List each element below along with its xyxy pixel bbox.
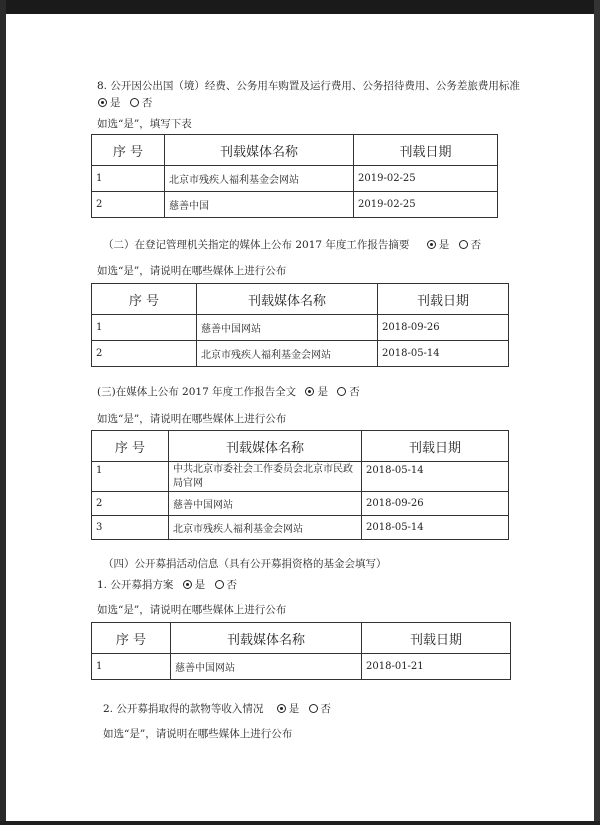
cell-media: 慈善中国 [165,192,354,218]
scan-edge-bottom [0,821,600,825]
cell-media: 中共北京市委社会工作委员会北京市民政局官网 [169,462,362,492]
header-media: 刊载媒体名称 [169,431,362,462]
table-header-row [92,623,511,654]
header-media: 刊载媒体名称 [165,135,354,166]
scan-edge-left [0,0,6,825]
section-d-instruction: 如选“是”，请说明在哪些媒体上进行公布 [97,604,287,616]
section-d-q2-text: 2. 公开募捐取得的款物等收入情况 [103,703,264,715]
cell-seq: 2 [92,341,197,367]
header-date: 刊载日期 [362,623,511,654]
table-row [92,315,509,341]
section-c-question-text: (三)在媒体上公布 2017 年度工作报告全文 [97,386,297,398]
radio-yes-selected[interactable] [183,580,192,589]
cell-media: 慈善中国网站 [169,492,362,516]
table-header-row [92,135,498,166]
option-no-label: 否 [320,703,332,715]
cell-date: 2018-05-14 [378,341,509,367]
option-no-label: 否 [226,579,238,591]
radio-no[interactable] [309,704,318,713]
section-b-instruction: 如选“是”，请说明在哪些媒体上进行公布 [97,265,287,277]
option-no-label: 否 [470,239,482,251]
cell-date: 2019-02-25 [354,192,498,218]
table-row [92,492,509,516]
cell-seq: 2 [92,492,169,516]
section8-instruction: 如选“是”，填写下表 [97,118,192,130]
section-c-question [97,385,360,399]
header-date: 刊载日期 [354,135,498,166]
table-row [92,654,511,680]
header-seq: 序 号 [92,284,197,315]
section-b-question-text: （二）在登记管理机关指定的媒体上公布 2017 年度工作报告摘要 [103,239,410,251]
cell-date: 2018-01-21 [362,654,511,680]
radio-yes-selected[interactable] [305,387,314,396]
cell-seq: 3 [92,516,169,540]
cell-seq: 1 [92,166,165,192]
cell-date: 2018-05-14 [362,462,509,492]
cell-date: 2019-02-25 [354,166,498,192]
table-row [92,516,509,540]
header-media: 刊载媒体名称 [197,284,378,315]
section-d-table [91,622,511,680]
cell-seq: 1 [92,315,197,341]
radio-no[interactable] [130,98,139,107]
cell-date: 2018-09-26 [378,315,509,341]
section-d-instruction2: 如选“是”，请说明在哪些媒体上进行公布 [103,728,293,740]
option-yes-label: 是 [288,703,300,715]
table-row [92,462,509,492]
cell-media: 慈善中国网站 [197,315,378,341]
section8-options [92,96,152,110]
cell-media: 北京市残疾人福利基金会网站 [165,166,354,192]
radio-yes-selected[interactable] [98,98,107,107]
option-no-label: 否 [349,386,360,398]
option-yes-label: 是 [110,97,121,109]
header-date: 刊载日期 [378,284,509,315]
header-date: 刊载日期 [362,431,509,462]
radio-no[interactable] [215,580,224,589]
header-seq: 序 号 [92,623,171,654]
scan-edge-top [0,0,600,14]
radio-yes-selected[interactable] [427,240,436,249]
cell-date: 2018-05-14 [362,516,509,540]
scan-edge-right [594,0,600,825]
table-header-row [92,284,509,315]
radio-no[interactable] [337,387,346,396]
cell-seq: 2 [92,192,165,218]
header-seq: 序 号 [92,135,165,166]
section-d-q1 [97,578,237,592]
option-yes-label: 是 [194,579,206,591]
radio-no[interactable] [459,240,468,249]
cell-seq: 1 [92,462,169,492]
section-c-instruction: 如选“是”，请说明在哪些媒体上进行公布 [97,413,287,425]
table-row [92,341,509,367]
section-b-question [103,238,481,252]
section-b-table [91,283,509,367]
section-d-q1-text: 1. 公开募捐方案 [97,579,174,591]
cell-media: 北京市残疾人福利基金会网站 [169,516,362,540]
section-c-table [91,430,509,540]
table-row [92,166,498,192]
option-yes-label: 是 [438,239,450,251]
section8-question: 8. 公开因公出国（境）经费、公务用车购置及运行费用、公务招待费用、公务差旅费用标准 [97,80,520,92]
section-d-heading: （四）公开募捐活动信息（具有公开募捐资格的基金会填写） [103,558,387,570]
cell-seq: 1 [92,654,171,680]
section-d-q2 [103,702,331,716]
cell-date: 2018-09-26 [362,492,509,516]
header-seq: 序 号 [92,431,169,462]
section8-table [91,134,498,218]
radio-yes-selected[interactable] [277,704,286,713]
table-header-row [92,431,509,462]
header-media: 刊载媒体名称 [171,623,362,654]
table-row [92,192,498,218]
cell-media: 北京市残疾人福利基金会网站 [197,341,378,367]
option-yes-label: 是 [317,386,328,398]
option-no-label: 否 [141,97,153,109]
cell-media: 慈善中国网站 [171,654,362,680]
